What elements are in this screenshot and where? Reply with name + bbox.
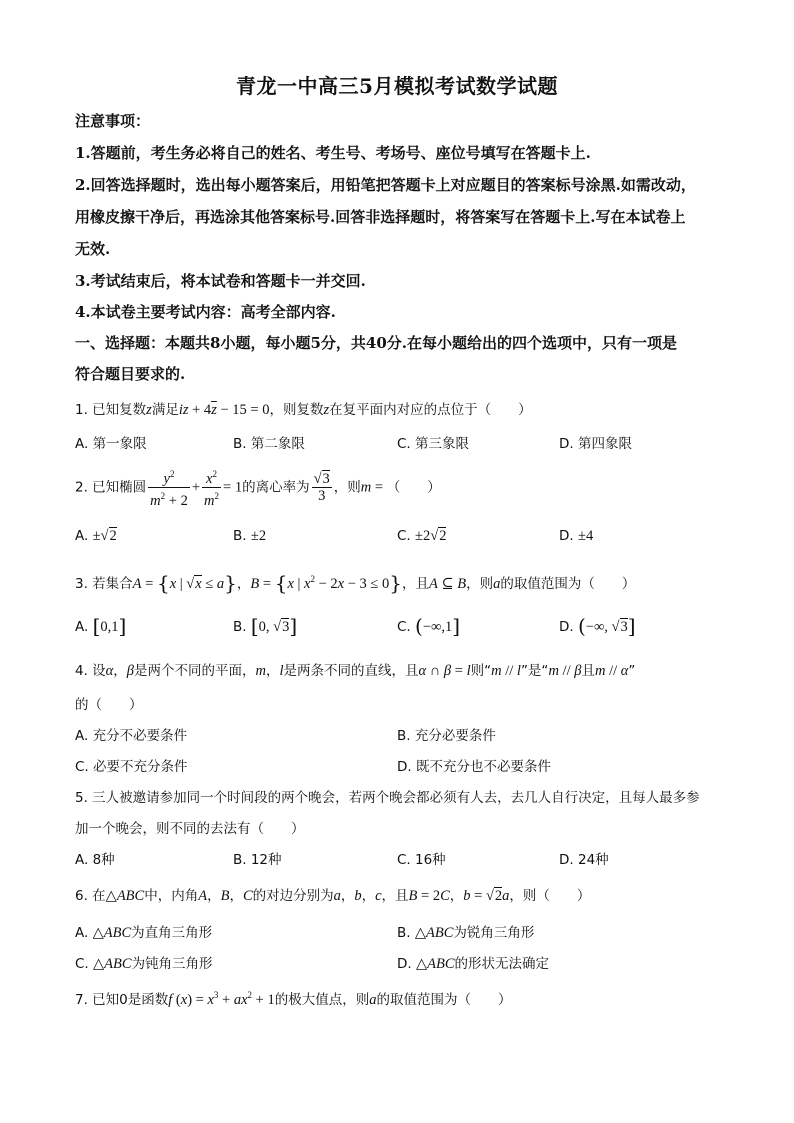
question-2: 2. 已知椭圆 $\frac{y^2}{m^2 + 2}$ + $\frac{x^2}{m^2}$ = 1的离心率为 $\frac{√3}{3}$ ，则m = （ ） xyxy=(75,466,441,509)
q1-option-a[interactable]: A. 第一象限 xyxy=(75,436,147,452)
question-4: 4. 设α，β是两个不同的平面，m，l是两条不同的直线，且α ∩ β = l则“m // l”是“m // β且m // α” xyxy=(75,663,636,679)
q5-option-b[interactable]: B. 12种 xyxy=(233,852,282,868)
notice-item-1: 1.答题前，考生务必将自己的姓名、考生号、考场号、座位号填写在答题卡上. xyxy=(75,144,591,162)
question-6: 6. 在△ABC中，内角A，B，C的对边分别为a，b，c，且B = 2C，b = √2a，则（ ） xyxy=(75,888,591,904)
q2-option-d[interactable]: D. ±4 xyxy=(559,528,594,544)
q6-option-a[interactable]: A. △ABC为直角三角形 xyxy=(75,925,213,941)
notice-item-3: 3.考试结束后，将本试卷和答题卡一并交回. xyxy=(75,272,366,290)
q3-option-a[interactable]: A. [0,1] xyxy=(75,614,127,638)
notice-item-2-line-3: 无效. xyxy=(75,240,111,258)
notice-heading: 注意事项： xyxy=(75,112,151,130)
section-heading-line-2: 符合题目要求的. xyxy=(75,365,186,383)
notice-item-2-line-2: 用橡皮擦干净后，再选涂其他答案标号.回答非选择题时，将答案写在答题卡上.写在本试卷上 xyxy=(75,208,686,226)
q5-option-c[interactable]: C. 16种 xyxy=(397,852,446,868)
q1-option-d[interactable]: D. 第四象限 xyxy=(559,436,632,452)
q3-option-c[interactable]: C. (−∞,1] xyxy=(397,614,461,638)
q4-option-a[interactable]: A. 充分不必要条件 xyxy=(75,728,188,744)
q2-option-b[interactable]: B. ±2 xyxy=(233,528,267,544)
q4-option-b[interactable]: B. 充分必要条件 xyxy=(397,728,496,744)
question-4-line-2: 的（ ） xyxy=(75,697,143,713)
question-1: 1. 已知复数z满足iz + $4\overline{z} - 15 = 0$，则复数z在复平面内对应的点位于（ ） xyxy=(75,402,532,418)
q6-option-c[interactable]: C. △ABC为钝角三角形 xyxy=(75,956,213,972)
q5-option-d[interactable]: D. 24种 xyxy=(559,852,609,868)
q1-option-b[interactable]: B. 第二象限 xyxy=(233,436,305,452)
page-title: 青龙一中高三5月模拟考试数学试题 xyxy=(236,74,558,98)
q2-option-a[interactable]: A. ±√2 xyxy=(75,528,117,544)
q6-option-b[interactable]: B. △ABC为锐角三角形 xyxy=(397,925,535,941)
q3-option-d[interactable]: D. (−∞, √3] xyxy=(559,614,636,638)
notice-item-4: 4.本试卷主要考试内容：高考全部内容. xyxy=(75,303,336,321)
question-3: 3. 若集合A = {x | √x ≤ a}，B = {x | $x^2 - 2x - 3 \le 0$}，且A ⊆ B，则a的取值范围为（ ） xyxy=(75,571,636,595)
q6-option-d[interactable]: D. △ABC的形状无法确定 xyxy=(397,956,550,972)
question-5-line-2: 加一个晚会，则不同的去法有（ ） xyxy=(75,821,305,837)
section-heading-line-1: 一、选择题：本题共8小题，每小题5分，共40分.在每小题给出的四个选项中，只有一项是 xyxy=(75,334,677,352)
q3-option-b[interactable]: B. [0, √3] xyxy=(233,614,298,638)
q1-option-c[interactable]: C. 第三象限 xyxy=(397,436,470,452)
q4-option-d[interactable]: D. 既不充分也不必要条件 xyxy=(397,759,551,775)
notice-item-2-line-1: 2.回答选择题时，选出每小题答案后，用铅笔把答题卡上对应题目的答案标号涂黑.如需改动， xyxy=(75,176,696,194)
q4-option-c[interactable]: C. 必要不充分条件 xyxy=(75,759,188,775)
q2-option-c[interactable]: C. ±2√2 xyxy=(397,528,447,544)
question-5-line-1: 5. 三人被邀请参加同一个时间段的两个晚会，若两个晚会都必须有人去，去几人自行决定，且每人最多参 xyxy=(75,790,700,806)
q5-option-a[interactable]: A. 8种 xyxy=(75,852,115,868)
question-7: 7. 已知0是函数f $(x) = x^3 + ax^2 + 1$的极大值点，则a的取值范围为（ ） xyxy=(75,990,512,1008)
